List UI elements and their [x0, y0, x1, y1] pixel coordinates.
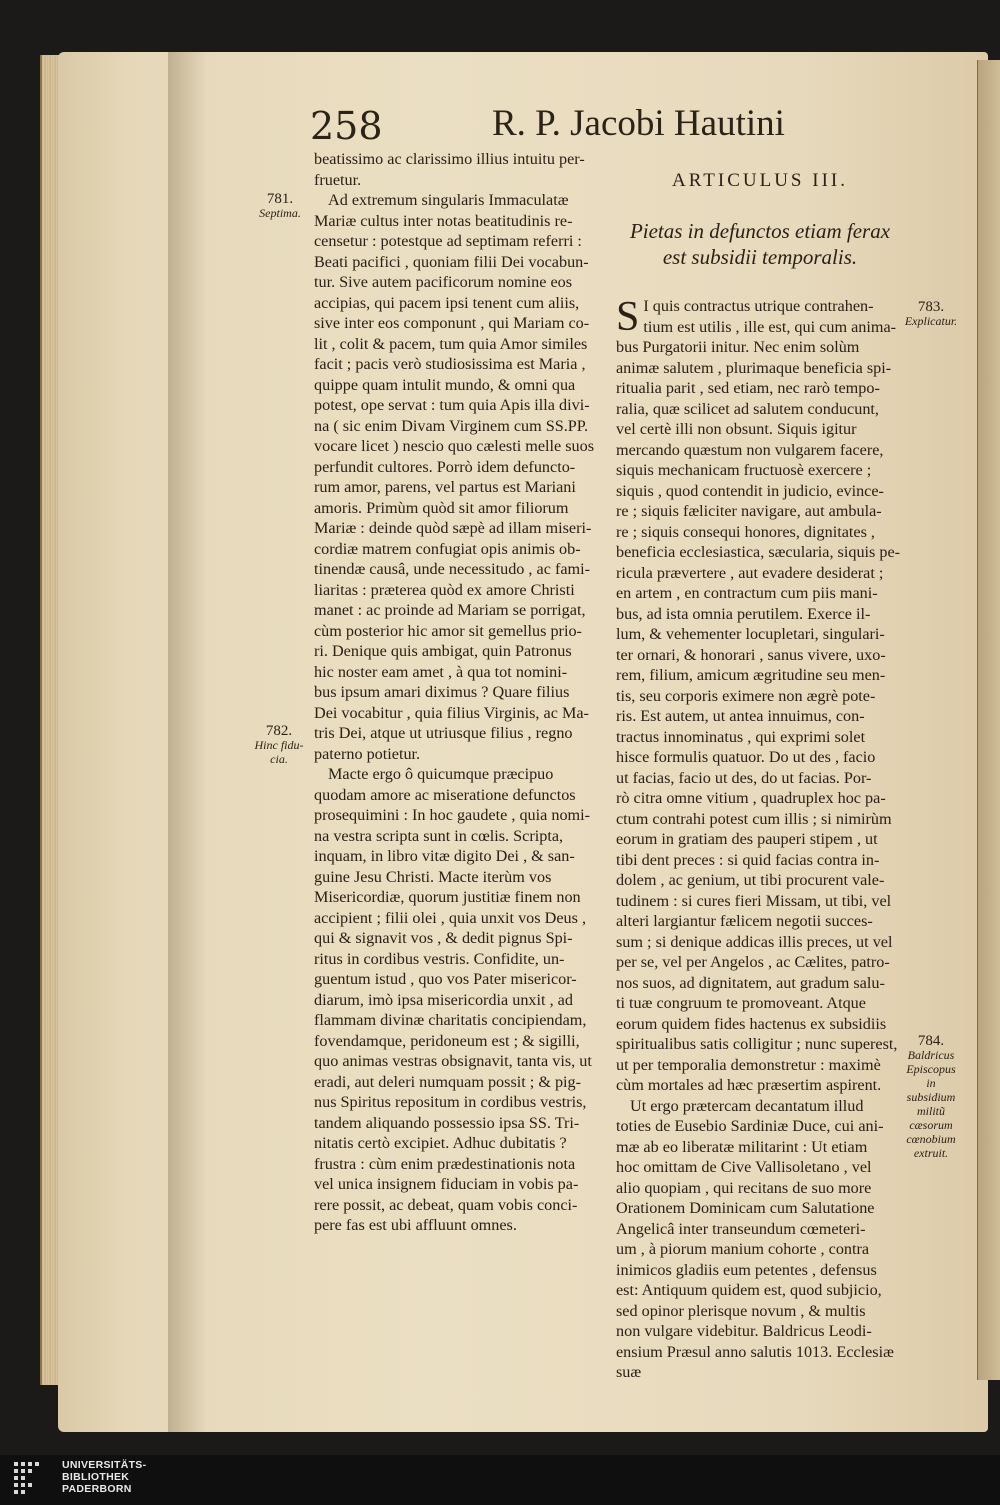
- text-line: tibi dent preces : si quid facias contra in-: [616, 850, 880, 869]
- margin-note-784: [903, 1034, 959, 1160]
- text-line: hic noster eam amet , à qua tot nomini-: [314, 662, 568, 681]
- text-line: tur. Sive autem pacificorum nomine eos: [314, 273, 573, 291]
- text-line: eorum in gratiam des pauperi stipem , ut: [616, 830, 878, 848]
- text-line: ti tuæ congruum te promoveant. Atque: [616, 994, 866, 1012]
- text-line: siquis mechanicam fructuosè exercere ;: [616, 461, 872, 479]
- text-line: Misericordiæ, quorum justitiæ finem non: [314, 888, 581, 906]
- text-line: rum amor, parens, vel partus est Mariani: [314, 478, 576, 496]
- page-number: 258: [310, 104, 383, 148]
- text-line: eorum quidem fides hactenus ex subsidiis: [616, 1014, 887, 1033]
- text-line: flammam divinæ charitatis concipiendam,: [314, 1011, 587, 1029]
- library-logo-text: [62, 1459, 146, 1495]
- text-line: prosequimini : In hoc gaudete , quia nomi-: [314, 806, 591, 824]
- logo-line: UNIVERSITÄTS-: [62, 1459, 147, 1471]
- margin-note-number: 781.: [266, 191, 294, 207]
- text-line: censetur : potestque ad septimam referri :: [314, 232, 582, 250]
- text-line: sed opinor plerisque novum , & multis: [616, 1301, 866, 1320]
- margin-note-782: [250, 724, 308, 766]
- text-line: per se, vel per Angelos , ac Cælites, patro-: [616, 953, 890, 971]
- text-line: accipias, qui pacem ipsi tenent cum aliis,: [314, 293, 580, 312]
- text-line: beatissimo ac clarissimo illius intuitu per-: [314, 150, 585, 168]
- right-column-text: [616, 296, 909, 1383]
- article-heading: ARTICULUS III.: [672, 170, 848, 191]
- text-line: vel unica insignem fiduciam in vobis pa-: [314, 1175, 579, 1193]
- text-line: inimicos gladiis eum petentes , defensus: [616, 1260, 877, 1279]
- text-line: facit ; pacis verò studiosissima est Maria ,: [314, 355, 586, 373]
- text-line: manet : ac proinde ad Mariam se porrigat,: [314, 601, 586, 619]
- text-line: tractus innominatus , qui exprimi solet: [616, 727, 866, 746]
- text-line: na vestra scripta sunt in cœlis. Scripta,: [314, 826, 564, 845]
- text-line: ensium Præsul anno salutis 1013. Ecclesiæ: [616, 1342, 894, 1361]
- margin-note-text: Baldricus Episcopus in subsidium militũ cæsorum cœnobium extruit.: [906, 1048, 956, 1160]
- text-line: quippe quam intulit mundo, & omni qua: [314, 375, 576, 394]
- subtitle-line: Pietas in defunctos etiam ferax: [629, 219, 891, 243]
- margin-note-text: Explicatur.: [904, 314, 958, 328]
- text-line: tis, seu corporis eximere non ægrè pote-: [616, 686, 876, 705]
- text-line: re ; siquis consequi honores, dignitates ,: [616, 522, 875, 541]
- text-line: um , à piorum manium cohorte , contra: [616, 1240, 870, 1258]
- text-line: sive inter eos componunt , qui Mariam co-: [314, 314, 590, 332]
- text-line: Beati pacifici , quoniam filii Dei vocabun-: [314, 252, 589, 271]
- footer-bar: [0, 1455, 1000, 1505]
- text-line: Angelicâ inter transeundum cœmeteri-: [616, 1219, 866, 1238]
- next-page-edge: [977, 60, 1000, 1380]
- text-line: ricula prævertere , aut evadere desiderat ;: [616, 563, 884, 582]
- text-line: est: Antiquum quidem est, quod subjicio,: [616, 1281, 882, 1299]
- text-line: paterno potietur.: [314, 744, 421, 763]
- text-line: cùm posterior hic amor sit gemellus prio-: [314, 621, 582, 640]
- text-line: na ( sic enim Divam Virginem cum SS.PP.: [314, 416, 589, 435]
- text-line: hoc omittam de Cive Vallisoletano , vel: [616, 1158, 872, 1176]
- text-line: Ad extremum singularis Immaculatæ: [328, 191, 569, 209]
- text-line: fovendamque, peridoneum est ; & sigilli,: [314, 1031, 580, 1050]
- text-line: lit , colit & pacem, tum quia Amor similes: [314, 334, 588, 353]
- text-line: Dei vocabitur , quia filius Virginis, ac Ma-: [314, 703, 589, 722]
- margin-note-781: [250, 192, 310, 220]
- text-line: tris Dei, atque ut utriusque filius , regno: [314, 724, 573, 742]
- text-line: sum ; si denique addicas illis preces, ut vel: [616, 932, 893, 951]
- text-line: siquis , quod contendit in judicio, evince-: [616, 481, 884, 500]
- drop-capital: S: [616, 294, 640, 340]
- text-line: quodam amore ac miseratione defunctos: [314, 785, 576, 804]
- text-line: non vulgare videbitur. Baldricus Leodi-: [616, 1322, 872, 1340]
- text-line: animæ salutem , plurimaque beneficia spi-: [616, 358, 892, 377]
- text-line: bus Purgatorii initur. Nec enim solùm: [616, 338, 860, 356]
- text-line: amoris. Primùm quòd sit amor filiorum: [314, 498, 569, 517]
- text-line: Mariæ cultus inter notas beatitudinis re-: [314, 211, 573, 230]
- text-line: hisce formulis quatuor. Do ut des , facio: [616, 748, 876, 766]
- text-line: rem, filium, amicum ægritudine seu men-: [616, 666, 886, 684]
- text-line: vel certè illi non obsunt. Siquis igitur: [616, 420, 857, 438]
- text-line: ritus in cordibus vestris. Confidite, un-: [314, 949, 565, 968]
- text-line: suæ: [616, 1363, 642, 1381]
- text-line: guentum istud , quo vos Pater misericor-: [314, 970, 577, 988]
- text-line: rere possit, ac debeat, quam vobis conci-: [314, 1195, 578, 1214]
- text-line: diarum, imò ipsa misericordia unxit , ad: [314, 990, 573, 1009]
- gutter-shadow: [168, 52, 208, 1432]
- text-line: en artem , en contractum cum piis mani-: [616, 584, 878, 602]
- margin-note-783: [903, 300, 959, 328]
- text-line: ri. Denique quis ambigat, quin Patronus: [314, 642, 572, 660]
- text-line: ter ornari, & honorari , sanus vivere, uxo-: [616, 645, 886, 664]
- text-line: cordiæ matrem confugiat opis animis ob-: [314, 539, 581, 558]
- margin-note-number: 783.: [917, 299, 945, 315]
- text-line: dolem , ac genium, ut tibi procurent vale-: [616, 871, 885, 889]
- text-line: Orationem Dominicam cum Salutatione: [616, 1199, 875, 1217]
- text-line: fruetur.: [314, 170, 362, 189]
- text-line: potest, ope servat : tum quia Apis illa divi-: [314, 396, 590, 414]
- text-line: tandem aliquando possessio ipsa SS. Tri-: [314, 1113, 580, 1132]
- text-line: ut facias, facio ut des, do ut facias. Por-: [616, 768, 872, 787]
- margin-note-number: 782.: [265, 723, 293, 739]
- text-line: ris. Est autem, ut antea innuimus, con-: [616, 707, 865, 725]
- text-line: tudinem : si cures fieri Missam, ut tibi, vel: [616, 891, 892, 910]
- text-line: mercando quæstum non vulgarem facere,: [616, 440, 884, 459]
- text-line: I quis contractus utrique contrahen-: [643, 297, 874, 315]
- text-line: cùm mortales ad hæc præsertim aspirent.: [616, 1076, 882, 1094]
- text-line: ralia, quæ scilicet ad salutem conducunt,: [616, 399, 879, 418]
- text-line: inquam, in libro vitæ digito Dei , & san-: [314, 847, 575, 865]
- text-line: tinendæ causâ, unde necessitudo , ac fami-: [314, 560, 590, 578]
- subtitle-line: est subsidii temporalis.: [662, 245, 858, 269]
- text-line: tium est utilis , ille est, qui cum anima-: [643, 317, 897, 336]
- text-line: nus Spiritus repositum in cordibus vestris,: [314, 1093, 587, 1111]
- text-line: pere fas est ubi affluunt omnes.: [314, 1216, 517, 1234]
- text-line: vocare licet ) nescio quo cælesti melle suos: [314, 437, 595, 455]
- text-line: bus ipsum amari diximus ? Quare filius: [314, 683, 570, 701]
- text-line: beneficia ecclesiastica, sæcularia, siquis pe-: [616, 543, 901, 561]
- text-line: quo animas vestras obsignavit, tanta vis, ut: [314, 1052, 592, 1070]
- text-line: alteri largiantur fælicem negotii succes-: [616, 912, 873, 930]
- text-line: alio quopiam , qui recitans de suo more: [616, 1178, 872, 1197]
- text-line: rò citra omne vitium , quadruplex hoc pa-: [616, 789, 886, 807]
- library-logo-icon: [12, 1459, 54, 1501]
- text-line: lum, & vehementer locupletari, singulari-: [616, 625, 885, 643]
- left-column-text: [314, 149, 600, 1236]
- text-line: qui & signavit vos , & dedit pignus Spi-: [314, 929, 573, 947]
- text-line: spiritualibus satis colligitur ; nunc superest,: [616, 1035, 898, 1053]
- logo-line: PADERBORN: [62, 1483, 132, 1495]
- text-line: accipient ; filii olei , quia unxit vos Deus ,: [314, 908, 586, 927]
- text-line: Macte ergo ô quicumque præcipuo: [328, 765, 554, 783]
- text-line: Mariæ : deinde quòd sæpè ad illam miseri-: [314, 519, 592, 537]
- text-line: toties de Eusebio Sardiniæ Duce, cui ani-: [616, 1117, 884, 1135]
- text-line: ctum contrahi potest cum illis ; si nimirùm: [616, 809, 892, 828]
- text-line: guine Jesu Christi. Macte iterùm vos: [314, 867, 552, 886]
- logo-line: BIBLIOTHEK: [62, 1471, 130, 1483]
- text-line: ritualia parit , sed etiam, nec rarò tempo-: [616, 379, 880, 397]
- text-line: eradi, aut deleri numquam possit ; & pig-: [314, 1072, 582, 1091]
- margin-note-number: 784.: [917, 1033, 945, 1049]
- text-line: bus, ad ista omnia perutilem. Exerce il-: [616, 604, 871, 623]
- margin-note-text: Septima.: [259, 206, 301, 220]
- text-line: Ut ergo prætercam decantatum illud: [630, 1096, 864, 1115]
- text-line: mæ ab eo liberatæ militarint : Ut etiam: [616, 1137, 868, 1156]
- margin-note-text: Hinc fidu-cia.: [254, 738, 304, 766]
- text-line: frustra : cùm enim prædestinationis nota: [314, 1154, 576, 1173]
- text-line: nos suos, ad dignitatem, aut gradum salu-: [616, 973, 885, 992]
- running-title: R. P. Jacobi Hautini: [492, 103, 785, 144]
- article-subtitle: [610, 218, 910, 270]
- text-line: ut per temporalia demonstretur : maximè: [616, 1055, 881, 1074]
- text-line: nitatis certò excipiet. Adhuc dubitatis ?: [314, 1134, 567, 1152]
- text-line: liaritas : præterea quòd ex amore Christi: [314, 580, 575, 599]
- text-line: re ; siquis fæliciter navigare, aut ambula-: [616, 502, 882, 520]
- text-line: perfundit cultores. Porrò idem defuncto-: [314, 457, 576, 476]
